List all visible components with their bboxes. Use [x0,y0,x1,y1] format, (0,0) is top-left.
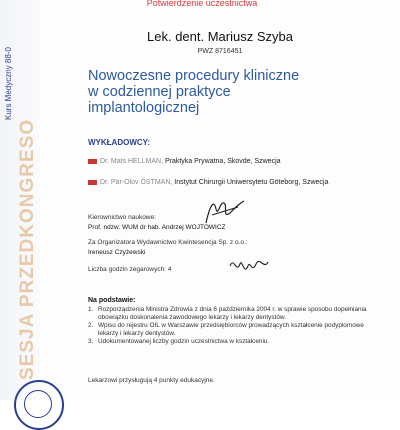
course-title-line: w codziennej praktyce [88,84,231,100]
management-name: Prof. ndzw. WUM dr hab. Andrzej WOJTOWICZ [88,224,226,231]
lecturers-heading: WYKŁADOWCY: [88,138,151,147]
list-item [88,338,368,346]
credits-text: Lekarzowi przysługują 4 punkty edukacyjne. [88,377,215,384]
list-text: Rozporządzenia Ministra Zdrowia z dnia 6 października 2004 r. w sprawie sposobu dopełniania obowiązku doskonalenia zawodowego lekarzy i lekarzy dentystów. [98,306,367,321]
course-title-line: Nowoczesne procedury kliniczne [88,68,300,84]
hours-count: Liczba godzin zegarowych: 4 [88,266,172,273]
lecturer-item [88,179,378,186]
basis-heading: Na podstawie: [88,297,136,304]
list-item [88,306,368,322]
lecturer-affiliation: Instytut Chirurgii Uniwersytetu Göteborg, Szwecja [174,179,329,186]
red-square-icon [88,180,97,185]
basis-list [88,306,368,346]
lecturer-name: Dr. Mats HELLMAN, [100,158,164,165]
confirmation-header: Potwierdzenie uczestnictwa [146,0,258,8]
lecturer-affiliation: Praktyka Prywatna, Skovde, Szwecja [164,158,281,165]
participant-pwz: PWZ 8716451 [197,48,243,55]
red-square-icon [88,159,97,164]
list-text: Wpisu do rejestru OIL w Warszawie przedsiębiorców prowadzących kształcenie podyplomowe lekarzy i lekarzy dentystów. [98,322,364,337]
signature-organizer [226,252,272,280]
course-title-line: implantologicznej [88,100,200,116]
course-title [88,68,368,116]
management-label: Kierownictwo naukowe: [88,214,156,221]
lecturer-name: Dr. Pär-Olov ÖSTMAN, [100,179,173,186]
side-session-text: SESJA PRZEDKONGRESO [17,118,38,380]
organizer-name: Ireneusz Czyżewski [88,249,146,256]
lecturer-item [88,158,378,165]
side-course-text: Kurs Medyczny 88-0 [4,47,13,120]
participant-name: Lek. dent. Mariusz Szyba [147,29,293,44]
organizer-label: Za Organizatora Wydawnictwo Kwintesencja Sp. z o.o.: [88,239,248,246]
organizer-seal-icon [14,380,64,430]
list-number: 1. [88,306,94,313]
list-number: 2. [88,322,94,329]
list-number: 3. [88,338,94,345]
list-item [88,322,368,338]
list-text: Udokumentowanej liczby godzin uczestnictwa w kształceniu. [98,338,270,345]
